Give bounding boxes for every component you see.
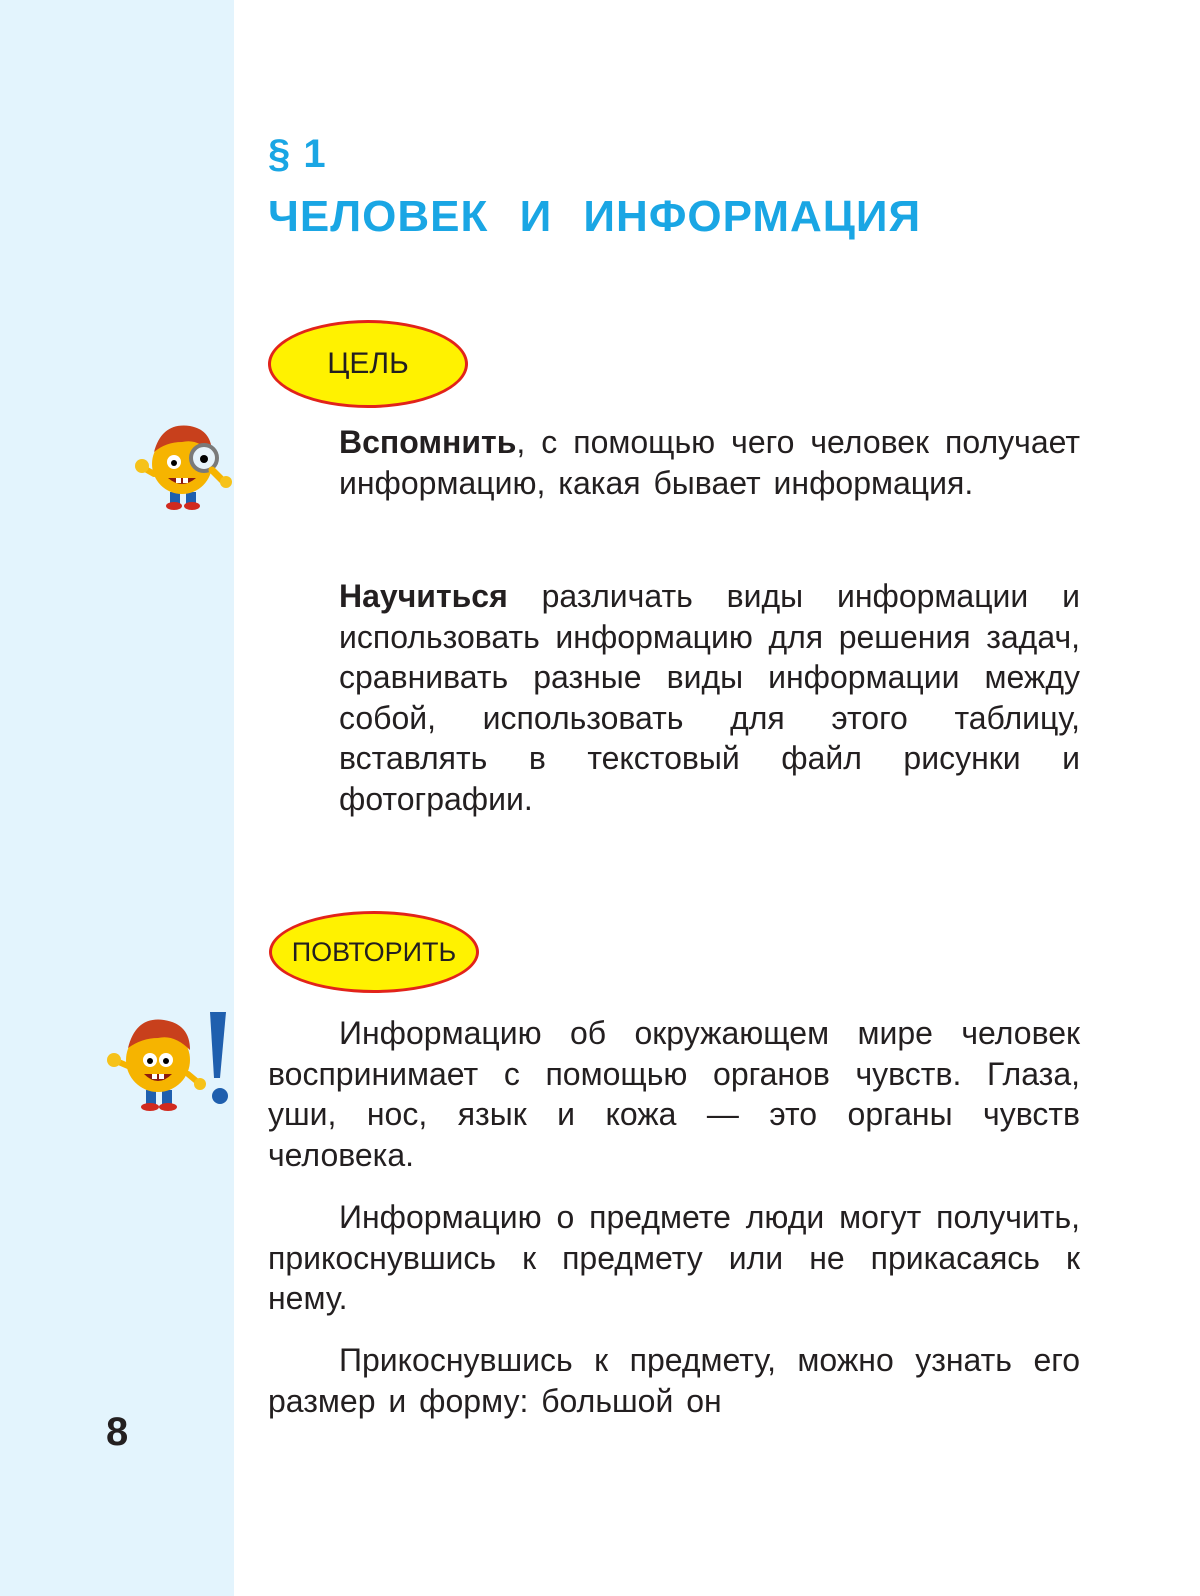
goal-item-remember-text: , с помощью чего человек получает информацию, какая бывает информация. bbox=[339, 424, 1080, 501]
mascot-exclamation-icon bbox=[104, 1008, 236, 1118]
repeat-badge bbox=[269, 911, 479, 993]
goal-item-learn bbox=[339, 576, 1080, 819]
mascot-magnifier-icon bbox=[132, 416, 236, 512]
repeat-paragraph-1: Информацию об окружающем мире человек воспринимает с помощью органов чувств. Глаза, уши, нос, язык и кожа — это органы чувств человека. bbox=[268, 1015, 1080, 1173]
section-number: § 1 bbox=[268, 132, 327, 176]
section-title: ЧЕЛОВЕК И ИНФОРМАЦИЯ bbox=[268, 192, 922, 241]
repeat-paragraph-3: Прикоснувшись к предмету, можно узнать его размер и форму: большой он bbox=[268, 1342, 1080, 1419]
goal-item-learn-bold: Научиться bbox=[339, 578, 508, 614]
goal-badge bbox=[268, 320, 468, 408]
goal-badge-label: ЦЕЛЬ bbox=[327, 347, 409, 380]
goal-item-remember bbox=[339, 422, 1080, 503]
goal-item-remember-bold: Вспомнить bbox=[339, 424, 517, 460]
repeat-paragraph-2: Информацию о предмете люди могут получить, прикоснувшись к предмету или не прикасаясь к нему. bbox=[268, 1199, 1080, 1316]
repeat-badge-label: ПОВТОРИТЬ bbox=[291, 936, 457, 967]
goal-item-learn-text: различать виды информации и использовать информацию для решения задач, сравнивать разные виды информации между собой, использовать для этого таблицу, вставлять в текстовый файл рисунки и фотографии. bbox=[339, 578, 1080, 817]
margin-strip bbox=[0, 0, 234, 1596]
page-number: 8 bbox=[106, 1410, 129, 1454]
